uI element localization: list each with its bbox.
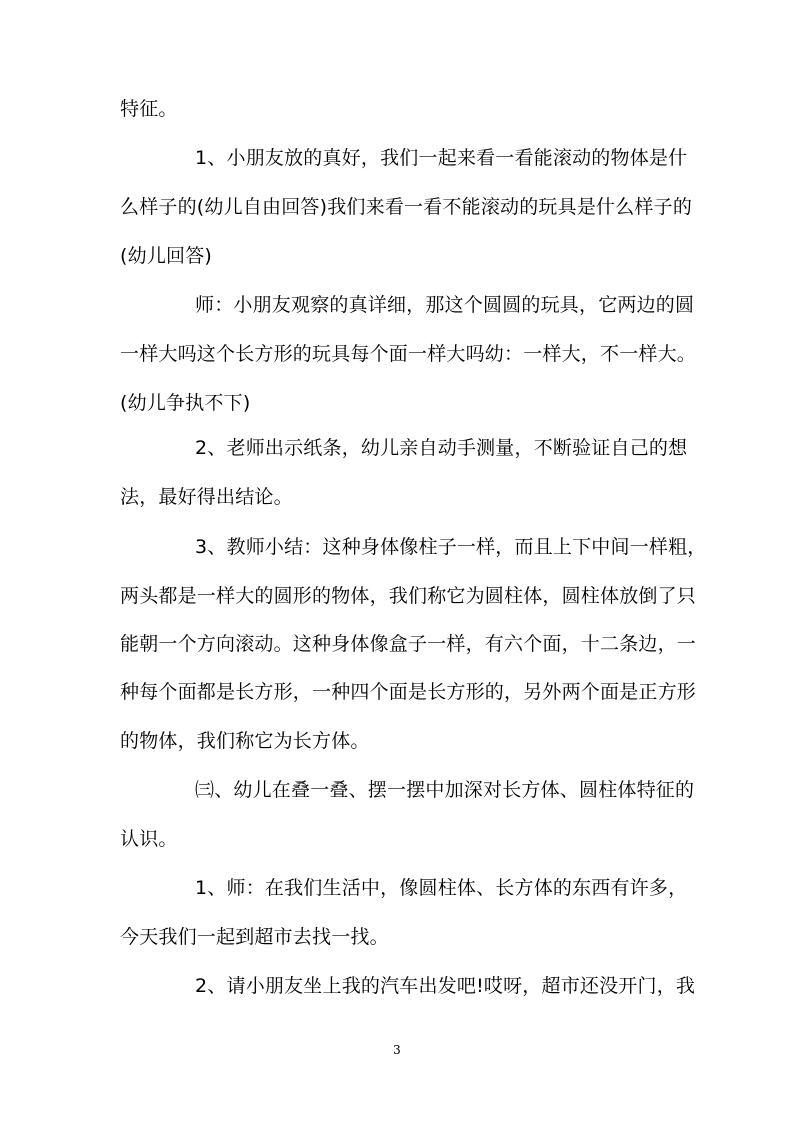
text-line: 认识。 xyxy=(120,828,178,850)
text-line: 一样大吗这个长方形的玩具每个面一样大吗幼：一样大，不一样大。 xyxy=(120,343,697,365)
text-line: 两头都是一样大的圆形的物体，我们称它为圆柱体，圆柱体放倒了只 xyxy=(120,585,697,607)
text-line: 种每个面都是长方形，一种四个面是长方形的，另外两个面是正方形 xyxy=(120,681,697,703)
text-line: 法，最好得出结论。 xyxy=(120,486,293,508)
text-line: 1、小朋友放的真好，我们一起来看一看能滚动的物体是什 xyxy=(195,147,688,169)
text-line: 能朝一个方向滚动。这种身体像盒子一样，有六个面，十二条边，一 xyxy=(120,633,697,655)
text-line: 的物体，我们称它为长方体。 xyxy=(120,730,370,752)
text-line: 1、师：在我们生活中，像圆柱体、长方体的东西有许多， xyxy=(195,877,688,899)
text-line: 特征。 xyxy=(120,98,178,120)
text-line: 今天我们一起到超市去找一找。 xyxy=(120,926,389,948)
text-line: ㈢、幼儿在叠一叠、摆一摆中加深对长方体、圆柱体特征的 xyxy=(195,779,695,801)
text-line: 2、请小朋友坐上我的汽车出发吧!哎呀，超市还没开门，我 xyxy=(195,975,696,997)
text-line: 3、教师小结：这种身体像柱子一样，而且上下中间一样粗， xyxy=(195,536,707,558)
text-line: 么样子的(幼儿自由回答)我们来看一看不能滚动的玩具是什么样子的 xyxy=(120,196,693,218)
page-number: 3 xyxy=(393,1043,401,1057)
text-line: (幼儿争执不下) xyxy=(120,392,251,414)
text-line: 师：小朋友观察的真详细，那这个圆圆的玩具，它两边的圆 xyxy=(195,294,695,316)
text-line: 2、老师出示纸条，幼儿亲自动手测量，不断验证自己的想 xyxy=(195,437,688,459)
text-line: (幼儿回答) xyxy=(120,245,213,267)
